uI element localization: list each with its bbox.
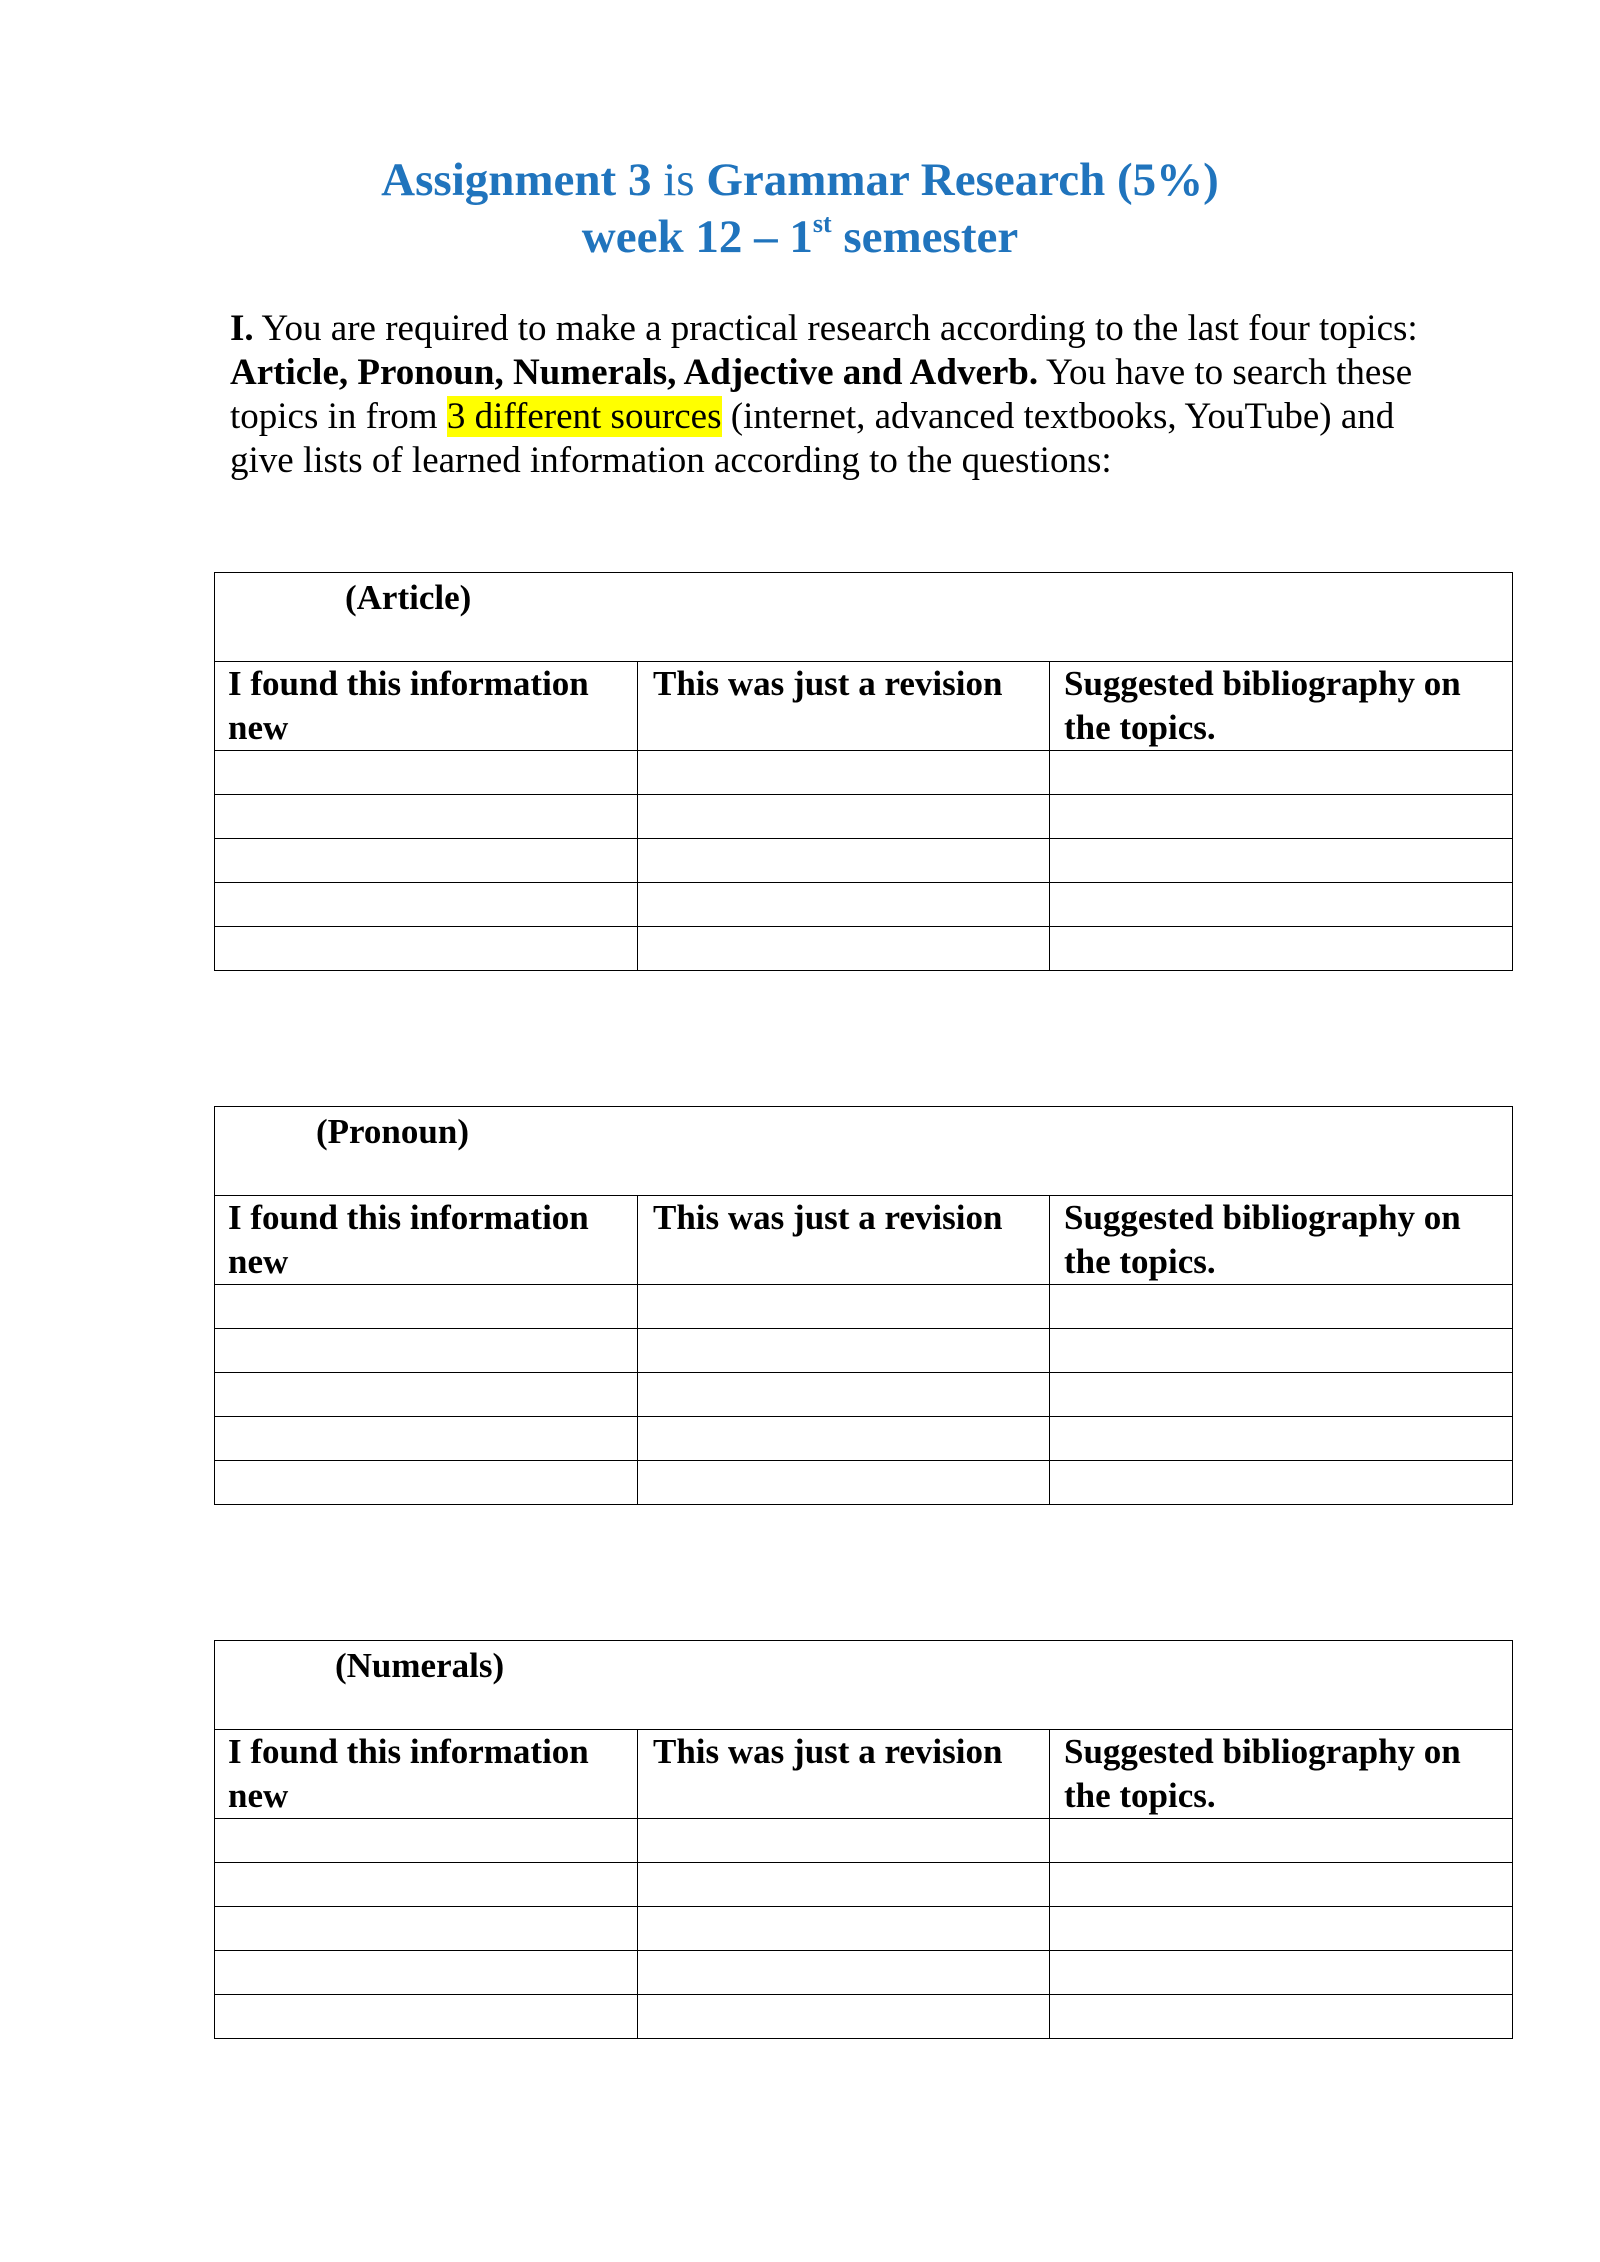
answer-cell[interactable] xyxy=(1050,883,1513,927)
title-ordinal-suffix: st xyxy=(812,209,832,239)
answer-cell[interactable] xyxy=(215,1863,638,1907)
answer-cell[interactable] xyxy=(1050,1907,1513,1951)
answer-cell[interactable] xyxy=(1050,1461,1513,1505)
answer-cell[interactable] xyxy=(215,1907,638,1951)
intro-text-2: You have to search these topics in from xyxy=(230,352,1413,437)
answer-cell[interactable] xyxy=(638,751,1050,795)
table-title-cell xyxy=(215,1107,1513,1196)
table-row xyxy=(215,1285,1513,1329)
answer-cell[interactable] xyxy=(638,1417,1050,1461)
title-line-2 xyxy=(0,209,1600,266)
answer-cell[interactable] xyxy=(215,883,638,927)
answer-cell[interactable] xyxy=(638,1461,1050,1505)
answer-cell[interactable] xyxy=(215,1995,638,2039)
title-line-1 xyxy=(0,152,1600,209)
table-row xyxy=(215,751,1513,795)
answer-cell[interactable] xyxy=(215,1951,638,1995)
answer-cell[interactable] xyxy=(638,1819,1050,1863)
answer-cell[interactable] xyxy=(215,1461,638,1505)
answer-cell[interactable] xyxy=(215,751,638,795)
table-title-cell xyxy=(215,1641,1513,1730)
title-week: week 12 – 1 xyxy=(581,211,813,263)
answer-cell[interactable] xyxy=(638,883,1050,927)
answer-cell[interactable] xyxy=(638,1285,1050,1329)
pronoun-table xyxy=(214,1106,1513,1505)
answer-cell[interactable] xyxy=(1050,1329,1513,1373)
table-title-row xyxy=(215,1107,1513,1196)
column-header-new: I found this information new xyxy=(215,1196,638,1285)
title-is: is xyxy=(651,154,707,206)
title-semester: semester xyxy=(831,211,1019,263)
table-title-row xyxy=(215,1641,1513,1730)
table-title-cell xyxy=(215,573,1513,662)
table-row xyxy=(215,1417,1513,1461)
table-row xyxy=(215,1461,1513,1505)
table-title: (Article) xyxy=(345,578,472,617)
table-row xyxy=(215,1819,1513,1863)
intro-topics: Article, Pronoun, Numerals, Adjective and Adverb. xyxy=(230,352,1039,393)
table-row xyxy=(215,883,1513,927)
column-header-new: I found this information new xyxy=(215,662,638,751)
table-row xyxy=(215,839,1513,883)
table-header-row xyxy=(215,662,1513,751)
column-header-revision: This was just a revision xyxy=(638,662,1050,751)
table-row xyxy=(215,1951,1513,1995)
column-header-revision: This was just a revision xyxy=(638,1196,1050,1285)
answer-cell[interactable] xyxy=(638,1951,1050,1995)
intro-numeral: I. xyxy=(230,308,254,349)
answer-cell[interactable] xyxy=(638,927,1050,971)
table-row xyxy=(215,795,1513,839)
answer-cell[interactable] xyxy=(638,1329,1050,1373)
column-header-bibliography: Suggested bibliography on the topics. xyxy=(1050,1196,1513,1285)
table-row xyxy=(215,1329,1513,1373)
intro-text-3: (internet, advanced textbooks, YouTube) and give lists of learned information according to the questions: xyxy=(230,396,1395,481)
answer-cell[interactable] xyxy=(638,1907,1050,1951)
answer-cell[interactable] xyxy=(215,1329,638,1373)
answer-cell[interactable] xyxy=(215,839,638,883)
answer-cell[interactable] xyxy=(1050,1951,1513,1995)
answer-cell[interactable] xyxy=(638,795,1050,839)
answer-cell[interactable] xyxy=(1050,1373,1513,1417)
answer-cell[interactable] xyxy=(638,1863,1050,1907)
column-header-bibliography: Suggested bibliography on the topics. xyxy=(1050,662,1513,751)
title-assignment: Assignment 3 xyxy=(381,154,652,206)
answer-cell[interactable] xyxy=(215,1285,638,1329)
table-title-row xyxy=(215,573,1513,662)
answer-cell[interactable] xyxy=(638,839,1050,883)
answer-cell[interactable] xyxy=(1050,839,1513,883)
table-title: (Numerals) xyxy=(335,1646,505,1685)
intro-paragraph xyxy=(230,307,1460,483)
numerals-table xyxy=(214,1640,1513,2039)
answer-cell[interactable] xyxy=(215,1373,638,1417)
intro-text-1: You are required to make a practical research according to the last four topics: xyxy=(253,308,1418,349)
table-row xyxy=(215,1995,1513,2039)
table-row xyxy=(215,1373,1513,1417)
answer-cell[interactable] xyxy=(1050,1995,1513,2039)
answer-cell[interactable] xyxy=(1050,927,1513,971)
answer-cell[interactable] xyxy=(1050,1285,1513,1329)
column-header-new: I found this information new xyxy=(215,1730,638,1819)
answer-cell[interactable] xyxy=(215,1819,638,1863)
article-table xyxy=(214,572,1513,971)
answer-cell[interactable] xyxy=(215,927,638,971)
answer-cell[interactable] xyxy=(638,1373,1050,1417)
table-title: (Pronoun) xyxy=(316,1112,469,1151)
answer-cell[interactable] xyxy=(1050,1819,1513,1863)
table-header-row xyxy=(215,1196,1513,1285)
answer-cell[interactable] xyxy=(215,1417,638,1461)
answer-cell[interactable] xyxy=(1050,751,1513,795)
answer-cell[interactable] xyxy=(638,1995,1050,2039)
answer-cell[interactable] xyxy=(1050,1417,1513,1461)
column-header-bibliography: Suggested bibliography on the topics. xyxy=(1050,1730,1513,1819)
title-research: Grammar Research (5%) xyxy=(706,154,1219,206)
table-header-row xyxy=(215,1730,1513,1819)
table-row xyxy=(215,1863,1513,1907)
document-title xyxy=(0,152,1600,266)
answer-cell[interactable] xyxy=(215,795,638,839)
intro-highlight: 3 different sources xyxy=(446,396,722,437)
answer-cell[interactable] xyxy=(1050,1863,1513,1907)
table-row xyxy=(215,1907,1513,1951)
answer-cell[interactable] xyxy=(1050,795,1513,839)
table-row xyxy=(215,927,1513,971)
column-header-revision: This was just a revision xyxy=(638,1730,1050,1819)
